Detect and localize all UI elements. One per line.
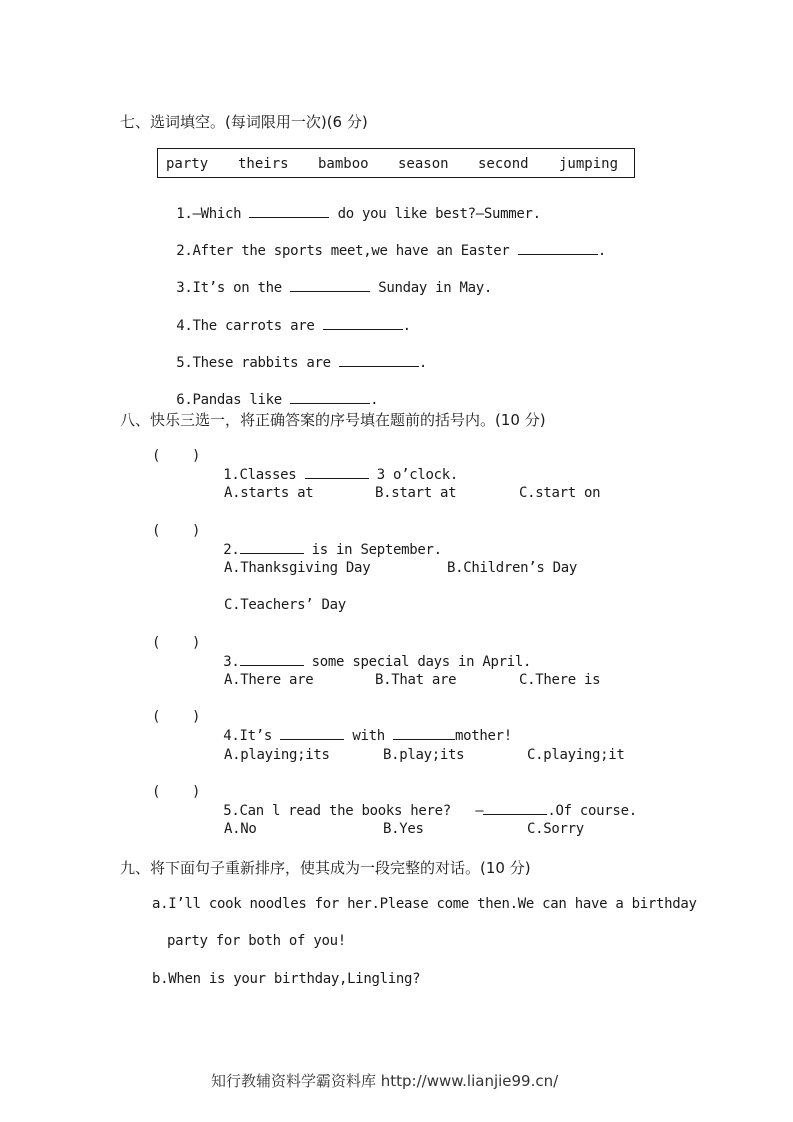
answer-blank[interactable] [305,464,369,479]
answer-blank[interactable] [393,725,455,740]
option-c[interactable]: C.playing;it [527,747,625,763]
s8-question-5 [207,784,637,819]
option-a[interactable]: A.playing;its [224,747,330,763]
answer-blank[interactable] [249,203,329,218]
word-bank-item: season [398,156,449,172]
s7-question-3 [160,261,492,296]
s7-question-5 [160,336,427,371]
dialog-line-b: b.When is your birthday,Lingling? [152,971,421,987]
answer-paren-open[interactable]: ( [152,523,161,539]
answer-blank[interactable] [339,352,419,367]
answer-paren-close[interactable]: ) [192,784,201,800]
option-b[interactable]: B.start at [375,485,457,501]
answer-blank[interactable] [240,539,304,554]
option-a[interactable]: A.Thanksgiving Day [224,560,371,576]
question-text: 4.It’s [223,728,273,744]
option-b[interactable]: B.That are [375,672,457,688]
answer-paren-open[interactable]: ( [152,709,161,725]
question-text: —Which [192,206,242,222]
s8-question-3 [207,635,531,670]
answer-paren-close[interactable]: ) [192,523,201,539]
word-bank-item: jumping [559,156,619,172]
s7-question-6 [160,373,378,408]
option-c[interactable]: C.There is [519,672,601,688]
question-text: 5.Can l read the books here? [223,803,451,819]
option-c[interactable]: C.Teachers’ Day [224,597,346,613]
question-number: 1. [176,206,193,222]
answer-blank[interactable] [483,800,547,815]
answer-paren-open[interactable]: ( [152,635,161,651]
s8-question-2 [207,523,442,558]
answer-blank[interactable] [323,315,403,330]
question-text: 2. [223,542,240,558]
question-text: .Of course. [547,803,637,819]
question-text: . [597,243,606,259]
question-text: 6.Pandas like [176,392,282,408]
question-text: . [418,355,427,371]
answer-paren-close[interactable]: ) [192,709,201,725]
question-text: 5.These rabbits are [176,355,331,371]
question-text: some special days in April. [311,654,532,670]
option-b[interactable]: B.Yes [383,821,424,837]
option-b[interactable]: B.play;its [383,747,465,763]
answer-blank[interactable] [518,240,598,255]
option-c[interactable]: C.Sorry [527,821,584,837]
option-b[interactable]: B.Children’s Day [447,560,578,576]
question-text: 3. [223,654,240,670]
question-text: . [402,318,411,334]
dialog-line-a: a.I’ll cook noodles for her.Please come then.We can have a birthday [152,896,697,912]
s8-question-1 [207,448,458,483]
s7-question-2 [160,224,606,259]
option-c[interactable]: C.start on [519,485,601,501]
s8-question-4 [207,709,512,744]
section7-title: 七、选词填空。(每词限用一次)(6 分) [120,113,368,131]
option-a[interactable]: A.There are [224,672,314,688]
option-a[interactable]: A.starts at [224,485,314,501]
question-text: mother! [454,728,512,744]
answer-blank[interactable] [290,389,370,404]
question-text: 3.It’s on the [176,280,282,296]
answer-blank[interactable] [290,277,370,292]
question-text: . [370,392,379,408]
answer-paren-open[interactable]: ( [152,448,161,464]
option-a[interactable]: A.No [224,821,257,837]
dash: — [475,803,484,819]
dialog-line-a-cont: party for both of you! [167,933,346,949]
footer-watermark: 知行教辅资料学霸资料库 http://www.lianjie99.cn/ [211,1072,559,1090]
question-text: 2.After the sports meet,we have an Easter [176,243,510,259]
question-text: do you like best?—Summer. [337,206,541,222]
section8-title: 八、快乐三选一，将正确答案的序号填在题前的括号内。(10 分) [120,411,546,429]
question-text: 3 o’clock. [376,467,459,483]
answer-paren-open[interactable]: ( [152,784,161,800]
s7-question-4 [160,299,411,334]
question-text: 4.The carrots are [176,318,315,334]
s7-question-1 [160,187,541,222]
question-text: is in September. [311,542,442,558]
word-bank-item: party [166,156,209,172]
section9-title: 九、将下面句子重新排序，使其成为一段完整的对话。(10 分) [120,859,531,877]
word-bank-item: second [478,156,529,172]
question-text: 1.Classes [223,467,297,483]
word-bank-item: bamboo [318,156,369,172]
answer-blank[interactable] [240,651,304,666]
question-text: with [352,728,385,744]
answer-paren-close[interactable]: ) [192,448,201,464]
word-bank-item: theirs [238,156,289,172]
answer-blank[interactable] [280,725,344,740]
word-bank-box [157,148,635,178]
answer-paren-close[interactable]: ) [192,635,201,651]
question-text: Sunday in May. [378,280,493,296]
